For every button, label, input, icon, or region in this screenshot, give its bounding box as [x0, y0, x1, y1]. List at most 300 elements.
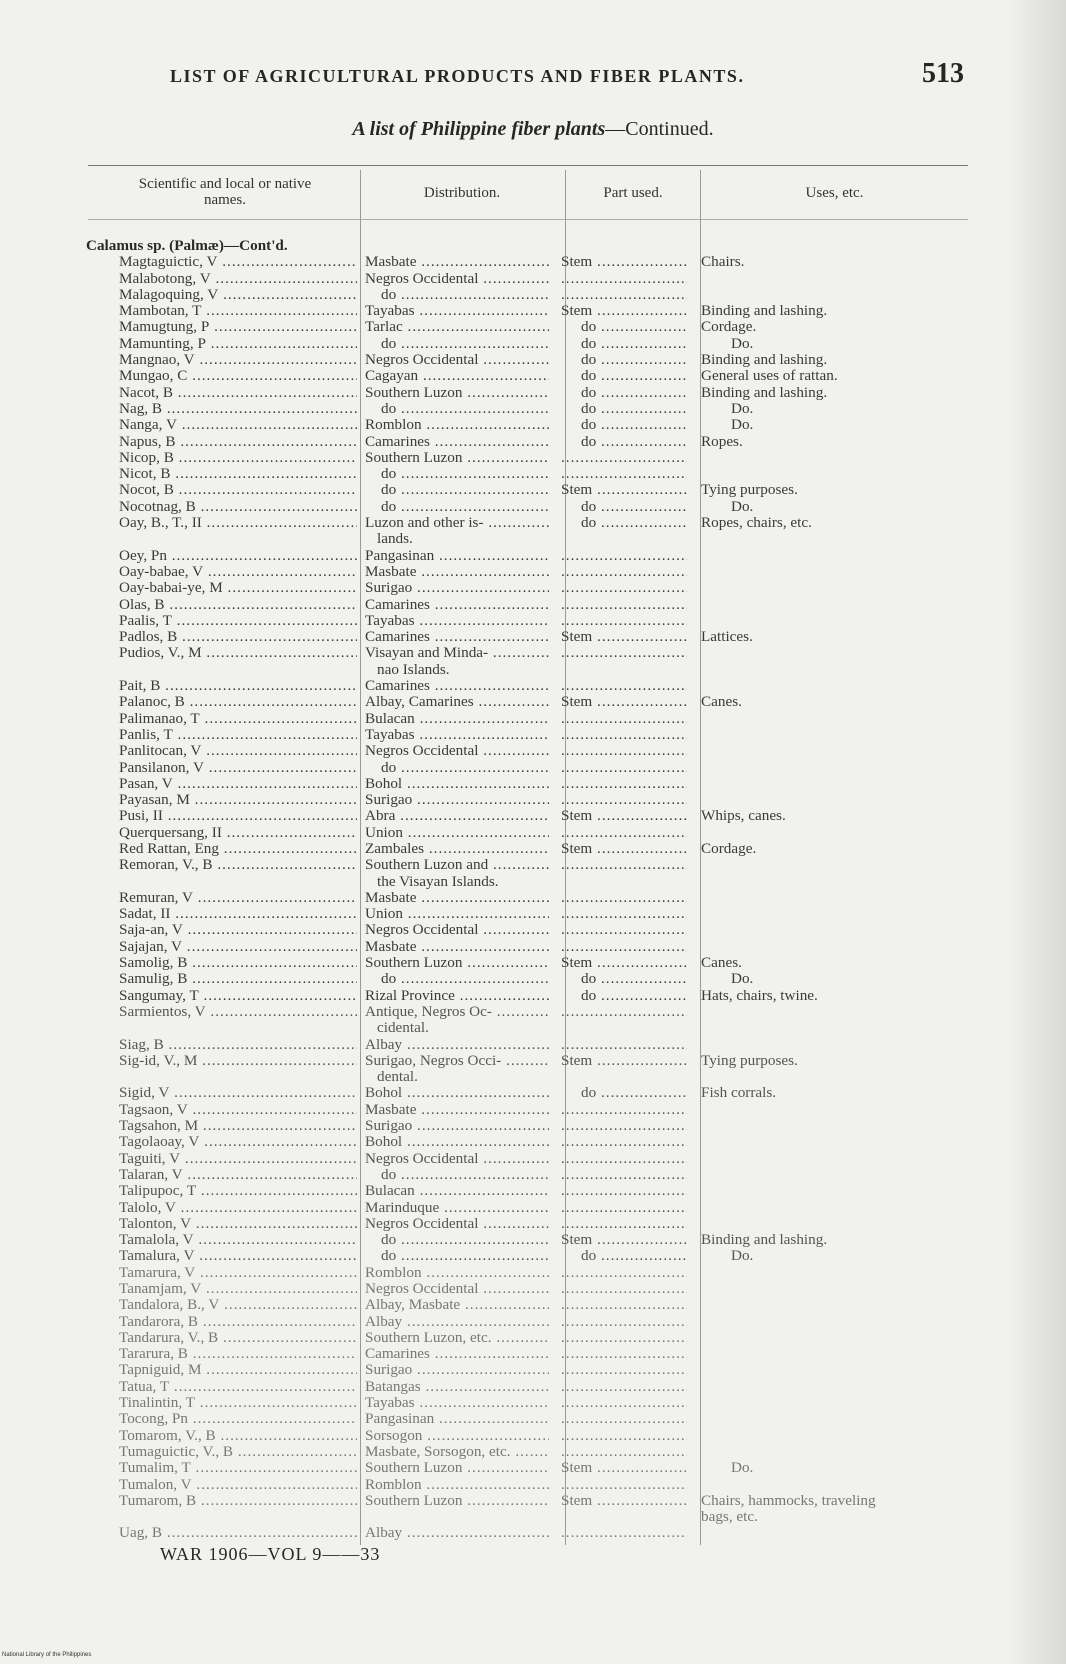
row-name-cell	[84, 760, 357, 776]
row-distribution-cell	[357, 776, 549, 792]
row-distribution-cell	[357, 254, 549, 270]
row-name-cell	[84, 906, 357, 922]
row-name-cell	[84, 1118, 357, 1134]
row-part-used-cell-text	[561, 1200, 687, 1216]
row-part-used-cell	[549, 939, 687, 955]
row-name-cell	[84, 319, 357, 335]
row-distribution-cell	[357, 1118, 549, 1134]
row-distribution-cell-text: Antique, Negros Oc- .....	[365, 1004, 549, 1020]
table-row	[84, 1265, 984, 1281]
row-distribution-cell-text: Camarines .....	[365, 678, 549, 694]
table-row	[84, 890, 984, 906]
row-name-cell	[84, 1053, 357, 1069]
row-distribution-cell	[357, 1200, 549, 1216]
row-distribution-cell-text: Negros Occidental .....	[365, 271, 549, 287]
row-name-cell-text: Pudios, V., M .....	[119, 645, 357, 661]
table-row	[84, 368, 984, 384]
row-uses-cell	[687, 303, 984, 319]
row-uses-cell-text: Do.	[731, 498, 754, 515]
row-distribution-cell-text: Rizal Province .....	[365, 988, 549, 1004]
row-uses-cell-text: Hats, chairs, twine.	[701, 987, 818, 1004]
row-part-used-cell-text	[561, 1428, 687, 1444]
row-name-cell-text: Samolig, B .....	[119, 955, 357, 971]
row-name-cell-text: Tagolaoay, V .....	[119, 1134, 357, 1150]
row-uses-cell-text: Tying purposes.	[701, 1052, 798, 1069]
row-part-used-cell-text: Stem .....	[561, 1493, 687, 1509]
row-part-used-cell	[549, 1151, 687, 1167]
row-name-cell	[84, 580, 357, 596]
row-uses-cell	[687, 434, 984, 450]
table-row	[84, 776, 984, 792]
row-part-used-cell	[549, 1362, 687, 1378]
row-uses-cell	[687, 1477, 984, 1493]
table-title-italic: A list of Philippine fiber plants	[352, 118, 606, 140]
row-name-cell	[84, 1477, 357, 1493]
row-uses-cell	[687, 841, 984, 857]
row-name-cell-text: Mamunting, P .....	[119, 336, 357, 352]
row-distribution-cell	[357, 890, 549, 906]
row-name-cell	[84, 776, 357, 792]
row-name-cell-text: Oay-babae, V .....	[119, 564, 357, 580]
table-row	[84, 1200, 984, 1216]
row-part-used-cell	[549, 466, 687, 482]
row-uses-cell	[687, 1085, 984, 1101]
row-uses-cell	[687, 450, 984, 466]
row-part-used-cell	[549, 613, 687, 629]
row-name-cell-text: Samulig, B .....	[119, 971, 357, 987]
row-distribution-cell-text: Negros Occidental .....	[365, 1216, 549, 1232]
row-distribution-cell	[357, 597, 549, 613]
row-distribution-cell-text: Surigao .....	[365, 1362, 549, 1378]
row-uses-cell	[687, 988, 984, 1004]
row-distribution-cell	[357, 1314, 549, 1330]
row-part-used-cell	[549, 857, 687, 873]
table-row	[84, 482, 984, 498]
row-name-cell	[84, 466, 357, 482]
table-row	[84, 1151, 984, 1167]
row-distribution-cell	[357, 1232, 549, 1248]
row-part-used-cell-text	[561, 1265, 687, 1281]
row-part-used-cell-text	[561, 890, 687, 906]
row-part-used-cell	[549, 1281, 687, 1297]
row-name-cell-text: Panlis, T .....	[119, 727, 357, 743]
row-uses-cell	[687, 1265, 984, 1281]
row-distribution-cell	[357, 1053, 549, 1069]
row-name-cell	[84, 450, 357, 466]
column-header-names	[90, 176, 360, 208]
row-distribution-cell-text: Surigao .....	[365, 580, 549, 596]
row-uses-cell	[687, 1216, 984, 1232]
row-distribution-cell-text: Masbate .....	[365, 564, 549, 580]
table-row	[84, 1085, 984, 1101]
row-distribution-cell	[357, 743, 549, 759]
row-distribution-cell	[357, 434, 549, 450]
row-part-used-cell	[549, 482, 687, 498]
row-name-cell	[84, 1200, 357, 1216]
row-part-used-cell	[549, 1167, 687, 1183]
row-part-used-cell	[549, 906, 687, 922]
row-part-used-cell-text: Stem .....	[561, 808, 687, 824]
row-distribution-cell-text: Tayabas .....	[365, 303, 549, 319]
row-distribution-cell-text: Negros Occidental .....	[365, 1151, 549, 1167]
row-part-used-cell	[549, 1004, 687, 1020]
row-uses-cell-text: Do.	[731, 1460, 754, 1477]
row-distribution-cell	[357, 287, 549, 303]
row-uses-cell-text: Do.	[731, 400, 754, 417]
row-part-used-cell-text	[561, 922, 687, 938]
row-part-used-cell	[549, 303, 687, 319]
row-distribution-cell	[357, 1085, 549, 1101]
row-uses-cell	[687, 1232, 984, 1248]
row-distribution-cell-text: Camarines .....	[365, 629, 549, 645]
row-distribution-cell	[357, 727, 549, 743]
row-name-cell-text: Nocotnag, B .....	[119, 499, 357, 515]
row-distribution-cell	[357, 271, 549, 287]
row-name-cell-text: Sig-id, V., M .....	[119, 1053, 357, 1069]
row-distribution-cell	[357, 1037, 549, 1053]
row-name-cell-text: Sadat, II .....	[119, 906, 357, 922]
row-distribution-cell	[357, 857, 549, 873]
row-distribution-cell-text: Southern Luzon .....	[365, 385, 549, 401]
row-distribution-cell-text: do .....	[381, 1232, 549, 1248]
table-row	[84, 531, 984, 547]
row-uses-cell	[687, 662, 984, 678]
table-row	[84, 1037, 984, 1053]
row-distribution-cell	[357, 531, 549, 547]
row-part-used-cell-text	[561, 825, 687, 841]
row-name-cell-text: Talaran, V .....	[119, 1167, 357, 1183]
row-name-cell	[84, 1362, 357, 1378]
row-distribution-cell-text: Camarines .....	[365, 434, 549, 450]
row-distribution-cell-text: do .....	[381, 482, 549, 498]
table-row	[84, 450, 984, 466]
table-row	[84, 597, 984, 613]
row-name-cell-text: Talonton, V .....	[119, 1216, 357, 1232]
row-name-cell	[84, 1167, 357, 1183]
row-distribution-cell	[357, 548, 549, 564]
row-name-cell	[84, 1102, 357, 1118]
row-name-cell-text: Panlitocan, V .....	[119, 743, 357, 759]
row-name-cell	[84, 1248, 357, 1264]
row-part-used-cell-text: Stem .....	[561, 254, 687, 270]
row-part-used-cell-text: do .....	[581, 988, 687, 1004]
row-distribution-cell-text: Tayabas .....	[365, 1395, 549, 1411]
row-uses-cell	[687, 515, 984, 531]
table-row	[84, 857, 984, 873]
row-distribution-cell-text: Bohol .....	[365, 1134, 549, 1150]
row-name-cell-text: Tumaguictic, V., B .....	[119, 1444, 357, 1460]
row-uses-cell	[687, 890, 984, 906]
row-name-cell	[84, 1004, 357, 1020]
row-distribution-cell-text: dental.	[377, 1069, 418, 1086]
row-name-cell	[84, 336, 357, 352]
row-part-used-cell	[549, 417, 687, 433]
row-part-used-cell-text	[561, 1134, 687, 1150]
row-name-cell-text: Oey, Pn .....	[119, 548, 357, 564]
row-uses-cell	[687, 1004, 984, 1020]
row-distribution-cell	[357, 613, 549, 629]
table-row	[84, 1232, 984, 1248]
row-uses-cell	[687, 971, 984, 987]
row-name-cell-text: Palimanao, T .....	[119, 711, 357, 727]
row-part-used-cell	[549, 368, 687, 384]
row-part-used-cell	[549, 1102, 687, 1118]
row-part-used-cell	[549, 808, 687, 824]
row-uses-cell	[687, 352, 984, 368]
row-name-cell	[84, 434, 357, 450]
row-distribution-cell-text: Southern Luzon, etc. .....	[365, 1330, 549, 1346]
table-row	[84, 1509, 984, 1525]
row-part-used-cell	[549, 1037, 687, 1053]
row-uses-cell	[687, 857, 984, 873]
row-uses-cell	[687, 808, 984, 824]
row-name-cell	[84, 1509, 357, 1525]
table-row	[84, 1444, 984, 1460]
row-name-cell-text: Sangumay, T .....	[119, 988, 357, 1004]
row-uses-cell	[687, 874, 984, 890]
row-part-used-cell-text: Stem .....	[561, 841, 687, 857]
row-uses-cell	[687, 1444, 984, 1460]
table-row	[84, 1297, 984, 1313]
row-name-cell-text: Tomarom, V., B .....	[119, 1428, 357, 1444]
table-row	[84, 1216, 984, 1232]
row-uses-cell-text: Do.	[731, 335, 754, 352]
row-uses-cell-text: Canes.	[701, 694, 742, 711]
column-header-names-line1: Scientific and local or native	[138, 176, 312, 192]
row-distribution-cell-text: Abra .....	[365, 808, 549, 824]
row-distribution-cell-text: do .....	[381, 760, 549, 776]
row-distribution-cell	[357, 1297, 549, 1313]
row-name-cell-text: Nacot, B .....	[119, 385, 357, 401]
table-row	[84, 792, 984, 808]
row-name-cell	[84, 1493, 357, 1509]
row-uses-cell-text: Do.	[731, 971, 754, 988]
row-uses-cell	[687, 922, 984, 938]
row-distribution-cell	[357, 841, 549, 857]
table-row	[84, 711, 984, 727]
row-part-used-cell-text: do .....	[581, 319, 687, 335]
row-distribution-cell	[357, 971, 549, 987]
row-part-used-cell-text	[561, 1102, 687, 1118]
table-row	[84, 808, 984, 824]
row-distribution-cell-text: Bohol .....	[365, 1085, 549, 1101]
row-distribution-cell	[357, 352, 549, 368]
table-row	[84, 1102, 984, 1118]
row-name-cell-text: Siag, B .....	[119, 1037, 357, 1053]
column-header-names-line2: names.	[203, 192, 247, 208]
row-part-used-cell	[549, 662, 687, 678]
column-header-distribution: Distribution.	[423, 185, 501, 201]
row-name-cell-text: Tandarura, V., B .....	[119, 1330, 357, 1346]
row-part-used-cell-text	[561, 1167, 687, 1183]
row-name-cell-text: Paalis, T .....	[119, 613, 357, 629]
row-name-cell	[84, 1216, 357, 1232]
table-row	[84, 629, 984, 645]
row-uses-cell-text: Canes.	[701, 955, 742, 972]
row-distribution-cell	[357, 580, 549, 596]
row-distribution-cell	[357, 629, 549, 645]
row-part-used-cell-text	[561, 678, 687, 694]
table-row	[84, 1330, 984, 1346]
row-part-used-cell	[549, 1183, 687, 1199]
row-part-used-cell	[549, 988, 687, 1004]
row-name-cell-text: Taguiti, V .....	[119, 1151, 357, 1167]
table-row	[84, 1428, 984, 1444]
row-name-cell	[84, 678, 357, 694]
row-part-used-cell-text	[561, 1151, 687, 1167]
row-uses-cell	[687, 1330, 984, 1346]
row-part-used-cell-text: Stem .....	[561, 694, 687, 710]
row-part-used-cell-text: do .....	[581, 499, 687, 515]
row-uses-cell	[687, 613, 984, 629]
row-distribution-cell-text: do .....	[381, 1248, 549, 1264]
row-uses-cell	[687, 1053, 984, 1069]
table-row	[84, 499, 984, 515]
row-part-used-cell	[549, 1053, 687, 1069]
row-name-cell-text: Tinalintin, T .....	[119, 1395, 357, 1411]
row-name-cell-text: Pasan, V .....	[119, 776, 357, 792]
table-title	[0, 118, 1066, 141]
row-uses-cell	[687, 939, 984, 955]
row-uses-cell-text: Cordage.	[701, 840, 757, 857]
table-row	[84, 1525, 984, 1541]
row-distribution-cell	[357, 1444, 549, 1460]
row-name-cell-text: Remuran, V .....	[119, 890, 357, 906]
row-distribution-cell-text: Albay .....	[365, 1037, 549, 1053]
table-row	[84, 1362, 984, 1378]
column-header-part-used: Part used.	[603, 185, 663, 201]
row-uses-cell	[687, 1020, 984, 1036]
row-name-cell	[84, 922, 357, 938]
row-distribution-cell-text: Romblon .....	[365, 417, 549, 433]
row-distribution-cell-text: do .....	[381, 499, 549, 515]
row-name-cell-text: Sarmientos, V .....	[119, 1004, 357, 1020]
row-name-cell	[84, 564, 357, 580]
row-name-cell	[84, 597, 357, 613]
row-part-used-cell	[549, 531, 687, 547]
row-name-cell	[84, 1330, 357, 1346]
row-part-used-cell-text: do .....	[581, 401, 687, 417]
row-part-used-cell-text: Stem .....	[561, 1232, 687, 1248]
row-part-used-cell-text: do .....	[581, 368, 687, 384]
row-uses-cell-text: Tying purposes.	[701, 482, 798, 499]
row-distribution-cell	[357, 1411, 549, 1427]
row-distribution-cell-text: Masbate .....	[365, 939, 549, 955]
table-row	[84, 1183, 984, 1199]
row-name-cell-text: Oay, B., T., II .....	[119, 515, 357, 531]
row-part-used-cell-text	[561, 727, 687, 743]
row-distribution-cell	[357, 645, 549, 661]
row-part-used-cell-text	[561, 1444, 687, 1460]
table-row	[84, 1411, 984, 1427]
row-part-used-cell-text: do .....	[581, 971, 687, 987]
row-uses-cell	[687, 336, 984, 352]
row-uses-cell	[687, 792, 984, 808]
row-uses-cell	[687, 1134, 984, 1150]
row-part-used-cell	[549, 955, 687, 971]
row-uses-cell	[687, 1411, 984, 1427]
row-part-used-cell	[549, 825, 687, 841]
row-name-cell-text: Nicop, B .....	[119, 450, 357, 466]
row-distribution-cell	[357, 1477, 549, 1493]
row-uses-cell	[687, 906, 984, 922]
row-distribution-cell	[357, 1265, 549, 1281]
row-distribution-cell-text: Albay, Camarines .....	[365, 694, 549, 710]
row-part-used-cell-text: Stem .....	[561, 629, 687, 645]
row-part-used-cell	[549, 450, 687, 466]
row-part-used-cell	[549, 890, 687, 906]
row-part-used-cell-text	[561, 548, 687, 564]
row-part-used-cell-text: do .....	[581, 515, 687, 531]
row-part-used-cell	[549, 254, 687, 270]
row-name-cell-text: Malagoquing, V .....	[119, 287, 357, 303]
row-uses-cell	[687, 743, 984, 759]
row-uses-cell-text: Lattices.	[701, 629, 753, 646]
row-uses-cell	[687, 629, 984, 645]
table-row	[84, 906, 984, 922]
row-name-cell	[84, 1460, 357, 1476]
row-name-cell-text: Sigid, V .....	[119, 1085, 357, 1101]
row-name-cell-text: Mangnao, V .....	[119, 352, 357, 368]
row-name-cell	[84, 1297, 357, 1313]
row-name-cell	[84, 271, 357, 287]
row-name-cell	[84, 711, 357, 727]
row-name-cell	[84, 694, 357, 710]
table-row	[84, 385, 984, 401]
row-distribution-cell-text: Bulacan .....	[365, 1183, 549, 1199]
table-row	[84, 319, 984, 335]
row-distribution-cell-text: Union .....	[365, 825, 549, 841]
row-name-cell-text: Padlos, B .....	[119, 629, 357, 645]
row-uses-cell	[687, 1069, 984, 1085]
row-name-cell	[84, 1346, 357, 1362]
row-distribution-cell-text: Surigao .....	[365, 1118, 549, 1134]
row-part-used-cell-text	[561, 645, 687, 661]
row-name-cell-text: Remoran, V., B .....	[119, 857, 357, 873]
running-head: LIST OF AGRICULTURAL PRODUCTS AND FIBER PLANTS.	[170, 66, 745, 86]
row-name-cell	[84, 1314, 357, 1330]
row-part-used-cell	[549, 645, 687, 661]
row-name-cell	[84, 1134, 357, 1150]
row-uses-cell	[687, 564, 984, 580]
row-name-cell-text: Tagsahon, M .....	[119, 1118, 357, 1134]
row-uses-cell	[687, 1395, 984, 1411]
row-part-used-cell-text	[561, 857, 687, 873]
table-row	[84, 1395, 984, 1411]
row-distribution-cell-text: Southern Luzon .....	[365, 955, 549, 971]
row-name-cell-text: Saja-an, V .....	[119, 922, 357, 938]
row-uses-cell	[687, 1362, 984, 1378]
row-name-cell-text: Mungao, C .....	[119, 368, 357, 384]
table-row	[84, 1379, 984, 1395]
table-row	[84, 303, 984, 319]
row-distribution-cell	[357, 1004, 549, 1020]
row-distribution-cell-text: Pangasinan .....	[365, 548, 549, 564]
row-uses-cell	[687, 1297, 984, 1313]
row-part-used-cell	[549, 401, 687, 417]
row-part-used-cell-text: do .....	[581, 417, 687, 433]
row-distribution-cell	[357, 417, 549, 433]
row-name-cell	[84, 874, 357, 890]
row-name-cell-text: Nicot, B .....	[119, 466, 357, 482]
row-distribution-cell-text: Surigao .....	[365, 792, 549, 808]
row-uses-cell	[687, 711, 984, 727]
row-distribution-cell	[357, 1460, 549, 1476]
row-uses-cell	[687, 1183, 984, 1199]
row-part-used-cell	[549, 743, 687, 759]
row-part-used-cell-text: Stem .....	[561, 303, 687, 319]
row-part-used-cell	[549, 1118, 687, 1134]
